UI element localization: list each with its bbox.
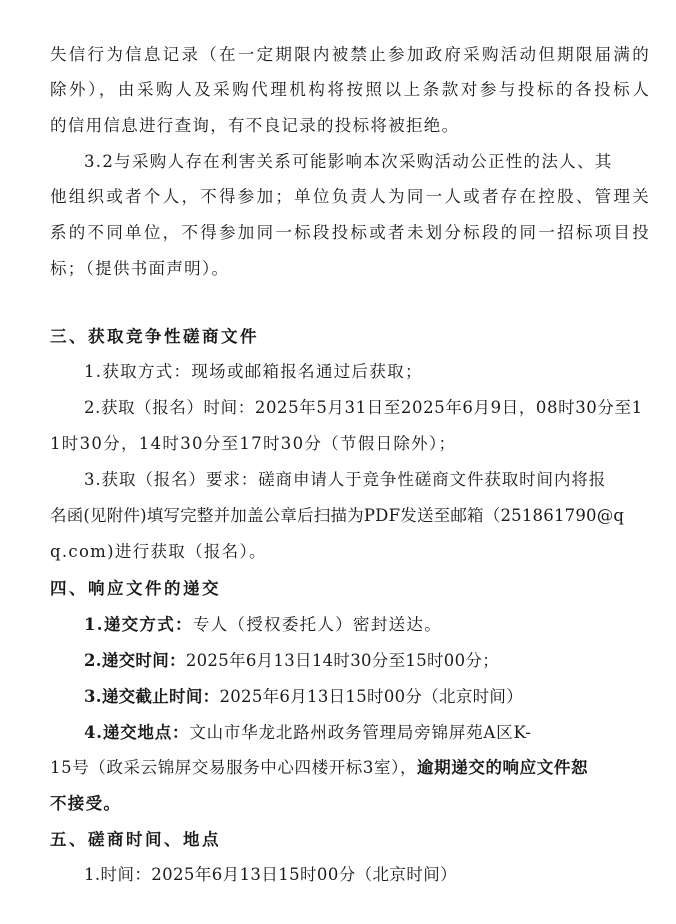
paragraph-line: 系的不同单位，不得参加同一标段投标或者未划分标段的同一招标项目投 [50, 223, 650, 242]
section-heading: 四、响应文件的递交 [50, 579, 221, 598]
item-text: 2025年6月13日15时00分（北京时间） [219, 687, 524, 706]
section-heading: 三、获取竞争性磋商文件 [50, 327, 259, 346]
paragraph-line: 除外），由采购人及采购代理机构将按照以上条款对参与投标的各投标人 [50, 80, 650, 99]
list-item: 2.获取（报名）时间：2025年5月31日至2025年6月9日，08时30分至1 [84, 398, 643, 417]
item-emphasis: 逾期递交的响应文件恕 [417, 758, 589, 777]
list-item-continuation: 名函(见附件)填写完整并加盖公章后扫描为PDF发送至邮箱（251861790@q [50, 506, 625, 525]
paragraph-line: 标；（提供书面声明）。 [50, 259, 230, 278]
paragraph-line: 的信用信息进行查询，有不良记录的投标将被拒绝。 [50, 116, 460, 135]
paragraph-line: 失信行为信息记录（在一定期限内被禁止参加政府采购活动但期限届满的 [50, 45, 650, 64]
paragraph-line: 他组织或者个人，不得参加；单位负责人为同一人或者存在控股、管理关 [50, 187, 650, 206]
list-item-continuation: 不接受。 [50, 794, 122, 813]
list-item [84, 686, 676, 708]
item-label: 3.递交截止时间： [84, 687, 220, 706]
paragraph-line: 3.2与采购人存在利害关系可能影响本次采购活动公正性的法人、其 [84, 152, 613, 171]
item-label: 2.递交时间： [84, 651, 186, 670]
list-item [84, 614, 676, 636]
item-label: 1.递交方式： [84, 615, 193, 634]
list-item-continuation: 1时30分，14时30分至17时30分（节假日除外）； [50, 434, 457, 453]
item-label: 4.递交地点： [84, 723, 190, 742]
list-item: 1.获取方式：现场或邮箱报名通过后获取； [84, 362, 423, 381]
list-item [84, 722, 676, 744]
item-text: 专人（授权委托人）密封送达。 [192, 615, 443, 634]
list-item: 1.时间：2025年6月13日15时00分（北京时间） [84, 865, 458, 884]
list-item-continuation: q.com)进行获取（报名）。 [50, 542, 267, 561]
list-item-continuation [50, 757, 650, 779]
item-text: 文山市华龙北路州政务管理局旁锦屏苑A区K- [189, 723, 532, 742]
list-item [84, 650, 676, 672]
item-text: 2025年6月13日14时30分至15时00分； [185, 651, 499, 670]
section-heading: 五、磋商时间、地点 [50, 830, 221, 849]
list-item: 3.获取（报名）要求：磋商申请人于竞争性磋商文件获取时间内将报 [84, 470, 607, 489]
item-text: 15号（政采云锦屏交易服务中心四楼开标3室）， [50, 758, 418, 777]
